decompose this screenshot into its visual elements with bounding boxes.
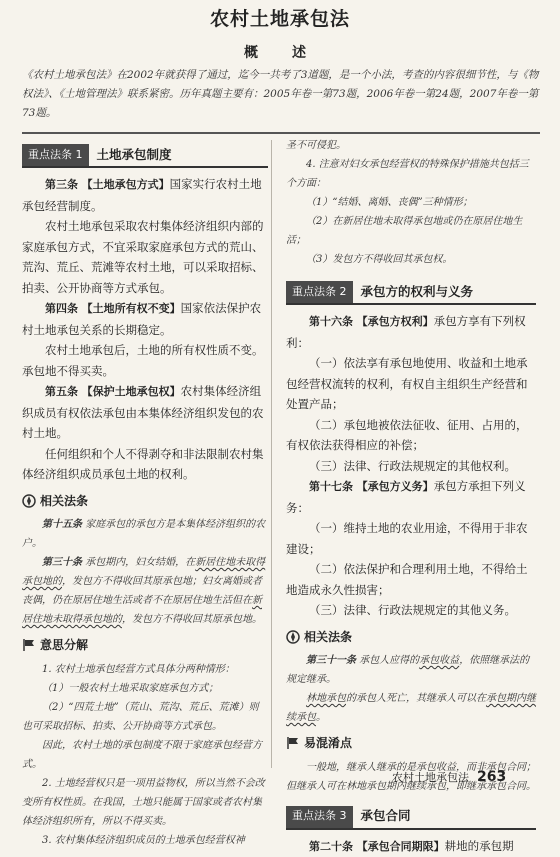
meaning-breakdown-heading <box>22 635 268 656</box>
meaning-point-4: 4. 注意对妇女承包经营权的特殊保护措施共包括三个方面： <box>286 155 536 193</box>
meaning-point-1c: 因此，农村土地的承包制度不限于家庭承包经营方式。 <box>22 736 268 774</box>
article-17: 第十七条 【承包方义务】承包方承担下列义务： <box>286 476 536 518</box>
confuse-title: 易混淆点 <box>304 733 352 754</box>
meaning-point-1b: （2）“四荒土地”（荒山、荒沟、荒丘、荒滩）则也可采取招标、拍卖、公开协商等方式承包。 <box>22 698 268 736</box>
related-article-30: 第三十条 承包期内，妇女结婚，在新居住地未取得承包地的，发包方不得收回其原承包地；妇女离婚或者丧偶，仍在原居住地生活或者不在原居住地生活但在新居住地未取得承包地的，发包方不得收回其原承包地。 <box>22 553 268 629</box>
key-article-banner-3 <box>286 806 536 830</box>
running-title: 农村土地承包法 <box>392 769 469 785</box>
banner-title: 承包合同 <box>353 806 411 828</box>
article-3-paragraph: 农村土地承包采取农村集体经济组织内部的家庭承包方式，不宜采取家庭承包方式的荒山、荒沟、荒丘、荒滩等农村土地，可以采取招标、拍卖、公开协商等方式承包。 <box>22 216 268 298</box>
article-17-item-3: （三）法律、行政法规规定的其他义务。 <box>286 600 536 621</box>
related-title: 相关法条 <box>40 491 88 512</box>
article-20: 第二十条 【承包合同期限】耕地的承包期 <box>286 836 536 857</box>
confusion-point-text: 一般地，继承人继承的是承包收益，而非承包合同；但继承人可在林地承包期内继续承包，即继承承包合同。 <box>286 758 536 796</box>
page-footer <box>392 769 506 785</box>
article-5 <box>22 381 268 444</box>
section-divider <box>22 132 540 134</box>
confusion-point-heading <box>286 733 536 754</box>
article-text: 国家依法保护农村土地承包关系的长期稳定。 <box>22 301 261 337</box>
article-text: 国家实行农村土地承包经营制度。 <box>22 177 262 213</box>
article-17-item-2: （二）依法保护和合理利用土地，不得给土地造成永久性损害； <box>286 559 536 600</box>
related-article-15: 第十五条 家庭承包的承包方是本集体经济组织的农户。 <box>22 515 268 553</box>
key-article-banner-1 <box>22 144 268 168</box>
flag-icon <box>286 736 300 750</box>
article-number: 第四条 <box>45 302 78 315</box>
continued-text: 圣不可侵犯。 <box>286 136 536 155</box>
related-articles-heading <box>286 627 536 648</box>
column-separator <box>271 140 272 768</box>
banner-title: 土地承包制度 <box>89 144 172 166</box>
meaning-point-1a: （1）一般农村土地采取家庭承包方式； <box>22 679 268 698</box>
left-column <box>22 140 268 850</box>
article-3 <box>22 174 268 216</box>
meaning-point-4a: （1）“结婚、离婚、丧偶”三种情形； <box>286 193 536 212</box>
overview-heading: 概 述 <box>0 42 560 62</box>
page-number: 263 <box>477 769 506 785</box>
related-article-31: 第三十一条 承包人应得的承包收益，依照继承法的规定继承。 <box>286 651 536 689</box>
article-title: 【土地承包方式】 <box>82 178 170 191</box>
meaning-point-3: 3. 农村集体经济组织成员的土地承包经营权神 <box>22 831 268 850</box>
article-16-item-3: （三）法律、行政法规规定的其他权利。 <box>286 456 536 477</box>
meaning-point-2: 2. 土地经营权只是一项用益物权，所以当然不会改变所有权性质。在我国，土地只能属于国家或者农村集体经济组织所有，所以不得买卖。 <box>22 774 268 831</box>
article-number: 第五条 <box>45 385 78 398</box>
meaning-point-4b: （2）在新居住地未取得承包地或仍在原居住地生活； <box>286 212 536 250</box>
page-title: 农村土地承包法 <box>0 4 560 31</box>
article-16: 第十六条 【承包方权利】承包方享有下列权利： <box>286 311 536 353</box>
flag-icon <box>22 638 36 652</box>
article-16-item-2: （二）承包地被依法征收、征用、占用的，有权依法获得相应的补偿； <box>286 415 536 456</box>
related-articles-heading <box>22 491 268 512</box>
related-article-31-paragraph: 林地承包的承包人死亡，其继承人可以在承包期内继续承包。 <box>286 689 536 727</box>
meaning-point-4c: （3）发包方不得收回其承包权。 <box>286 250 536 269</box>
article-17-item-1: （一）维持土地的农业用途，不得用于非农建设； <box>286 518 536 559</box>
article-16-item-1: （一）依法享有承包地使用、收益和土地承包经营权流转的权利，有权自主组织生产经营和处置产品； <box>286 353 536 415</box>
article-text: 农村集体经济组织成员有权依法承包由本集体经济组织发包的农村土地。 <box>22 384 264 440</box>
right-column <box>286 136 536 857</box>
related-title: 相关法条 <box>304 627 352 648</box>
banner-title: 承包方的权利与义务 <box>353 281 474 303</box>
banner-tag: 重点法条 3 <box>286 806 353 828</box>
overview-text: 《农村土地承包法》在2002年就获得了通过，迄今一共考了3道题，是一个小法，考查的内容很细节性，与《物权法》、《土地管理法》联系紧密。历年真题主要有：2005年卷一第73题，2006年卷一第24题，2007年卷一第73题。 <box>22 66 542 123</box>
banner-tag: 重点法条 1 <box>22 144 89 166</box>
compass-icon <box>286 630 300 644</box>
article-5-paragraph: 任何组织和个人不得剥夺和非法限制农村集体经济组织成员承包土地的权利。 <box>22 444 268 485</box>
article-title: 【保护土地承包权】 <box>82 385 181 398</box>
banner-tag: 重点法条 2 <box>286 281 353 303</box>
article-4-paragraph: 农村土地承包后，土地的所有权性质不变。承包地不得买卖。 <box>22 340 268 381</box>
article-number: 第三条 <box>45 178 78 191</box>
article-title: 【土地所有权不变】 <box>82 302 181 315</box>
key-article-banner-2 <box>286 281 536 305</box>
compass-icon <box>22 494 36 508</box>
meaning-title: 意思分解 <box>40 635 88 656</box>
article-4 <box>22 298 268 340</box>
meaning-point-1: 1. 农村土地承包经营方式具体分两种情形： <box>22 660 268 679</box>
